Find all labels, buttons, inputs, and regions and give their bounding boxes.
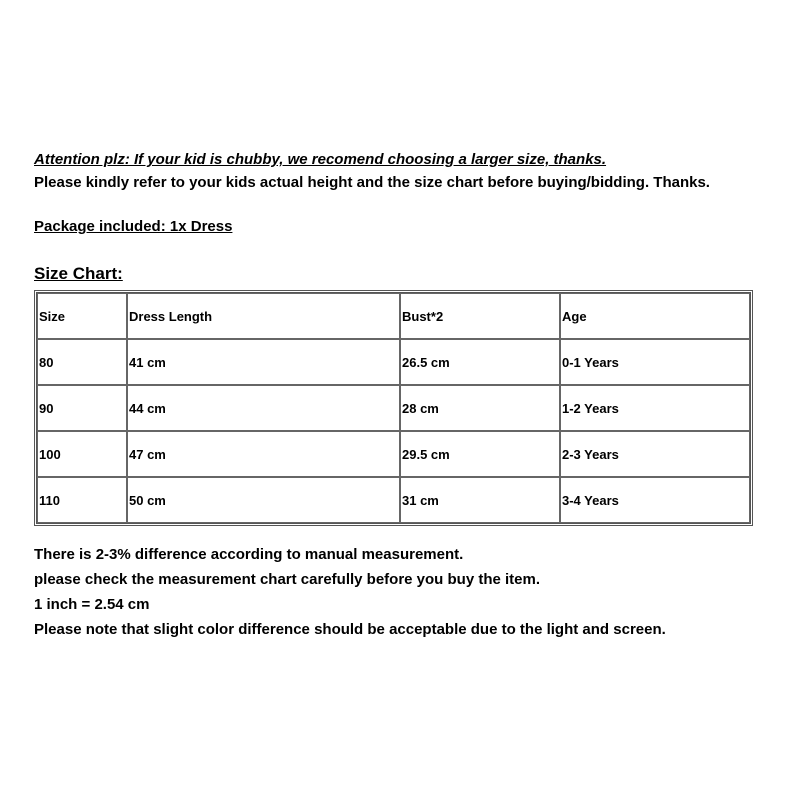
inch-conversion-note: 1 inch = 2.54 cm (34, 596, 150, 613)
cell-bust: 29.5 cm (400, 431, 560, 477)
size-chart-heading: Size Chart: (34, 264, 123, 283)
header-bust: Bust*2 (400, 293, 560, 339)
package-included: Package included: 1x Dress (34, 218, 233, 235)
header-dress-length: Dress Length (127, 293, 400, 339)
cell-size: 100 (37, 431, 127, 477)
header-age: Age (560, 293, 750, 339)
cell-age: 0-1 Years (560, 339, 750, 385)
table-row (37, 385, 750, 431)
color-difference-note: Please note that slight color difference should be acceptable due to the light and screen. (34, 621, 666, 638)
cell-age: 2-3 Years (560, 431, 750, 477)
cell-size: 110 (37, 477, 127, 523)
header-size: Size (37, 293, 127, 339)
cell-dress-length: 50 cm (127, 477, 400, 523)
cell-size: 80 (37, 339, 127, 385)
cell-bust: 26.5 cm (400, 339, 560, 385)
cell-bust: 31 cm (400, 477, 560, 523)
cell-size: 90 (37, 385, 127, 431)
table-header-row (37, 293, 750, 339)
check-chart-note: please check the measurement chart carefully before you buy the item. (34, 571, 541, 588)
table-row (37, 477, 750, 523)
table-row (37, 339, 750, 385)
cell-age: 3-4 Years (560, 477, 750, 523)
attention-note: Attention plz: If your kid is chubby, we recomend choosing a larger size, thanks. (34, 151, 607, 168)
measurement-difference-note: There is 2-3% difference according to manual measurement. (34, 546, 464, 563)
size-chart-table (34, 290, 753, 526)
cell-dress-length: 44 cm (127, 385, 400, 431)
cell-dress-length: 47 cm (127, 431, 400, 477)
refer-note: Please kindly refer to your kids actual height and the size chart before buying/bidding. Thanks. (34, 174, 710, 191)
table-row (37, 431, 750, 477)
cell-age: 1-2 Years (560, 385, 750, 431)
cell-dress-length: 41 cm (127, 339, 400, 385)
cell-bust: 28 cm (400, 385, 560, 431)
